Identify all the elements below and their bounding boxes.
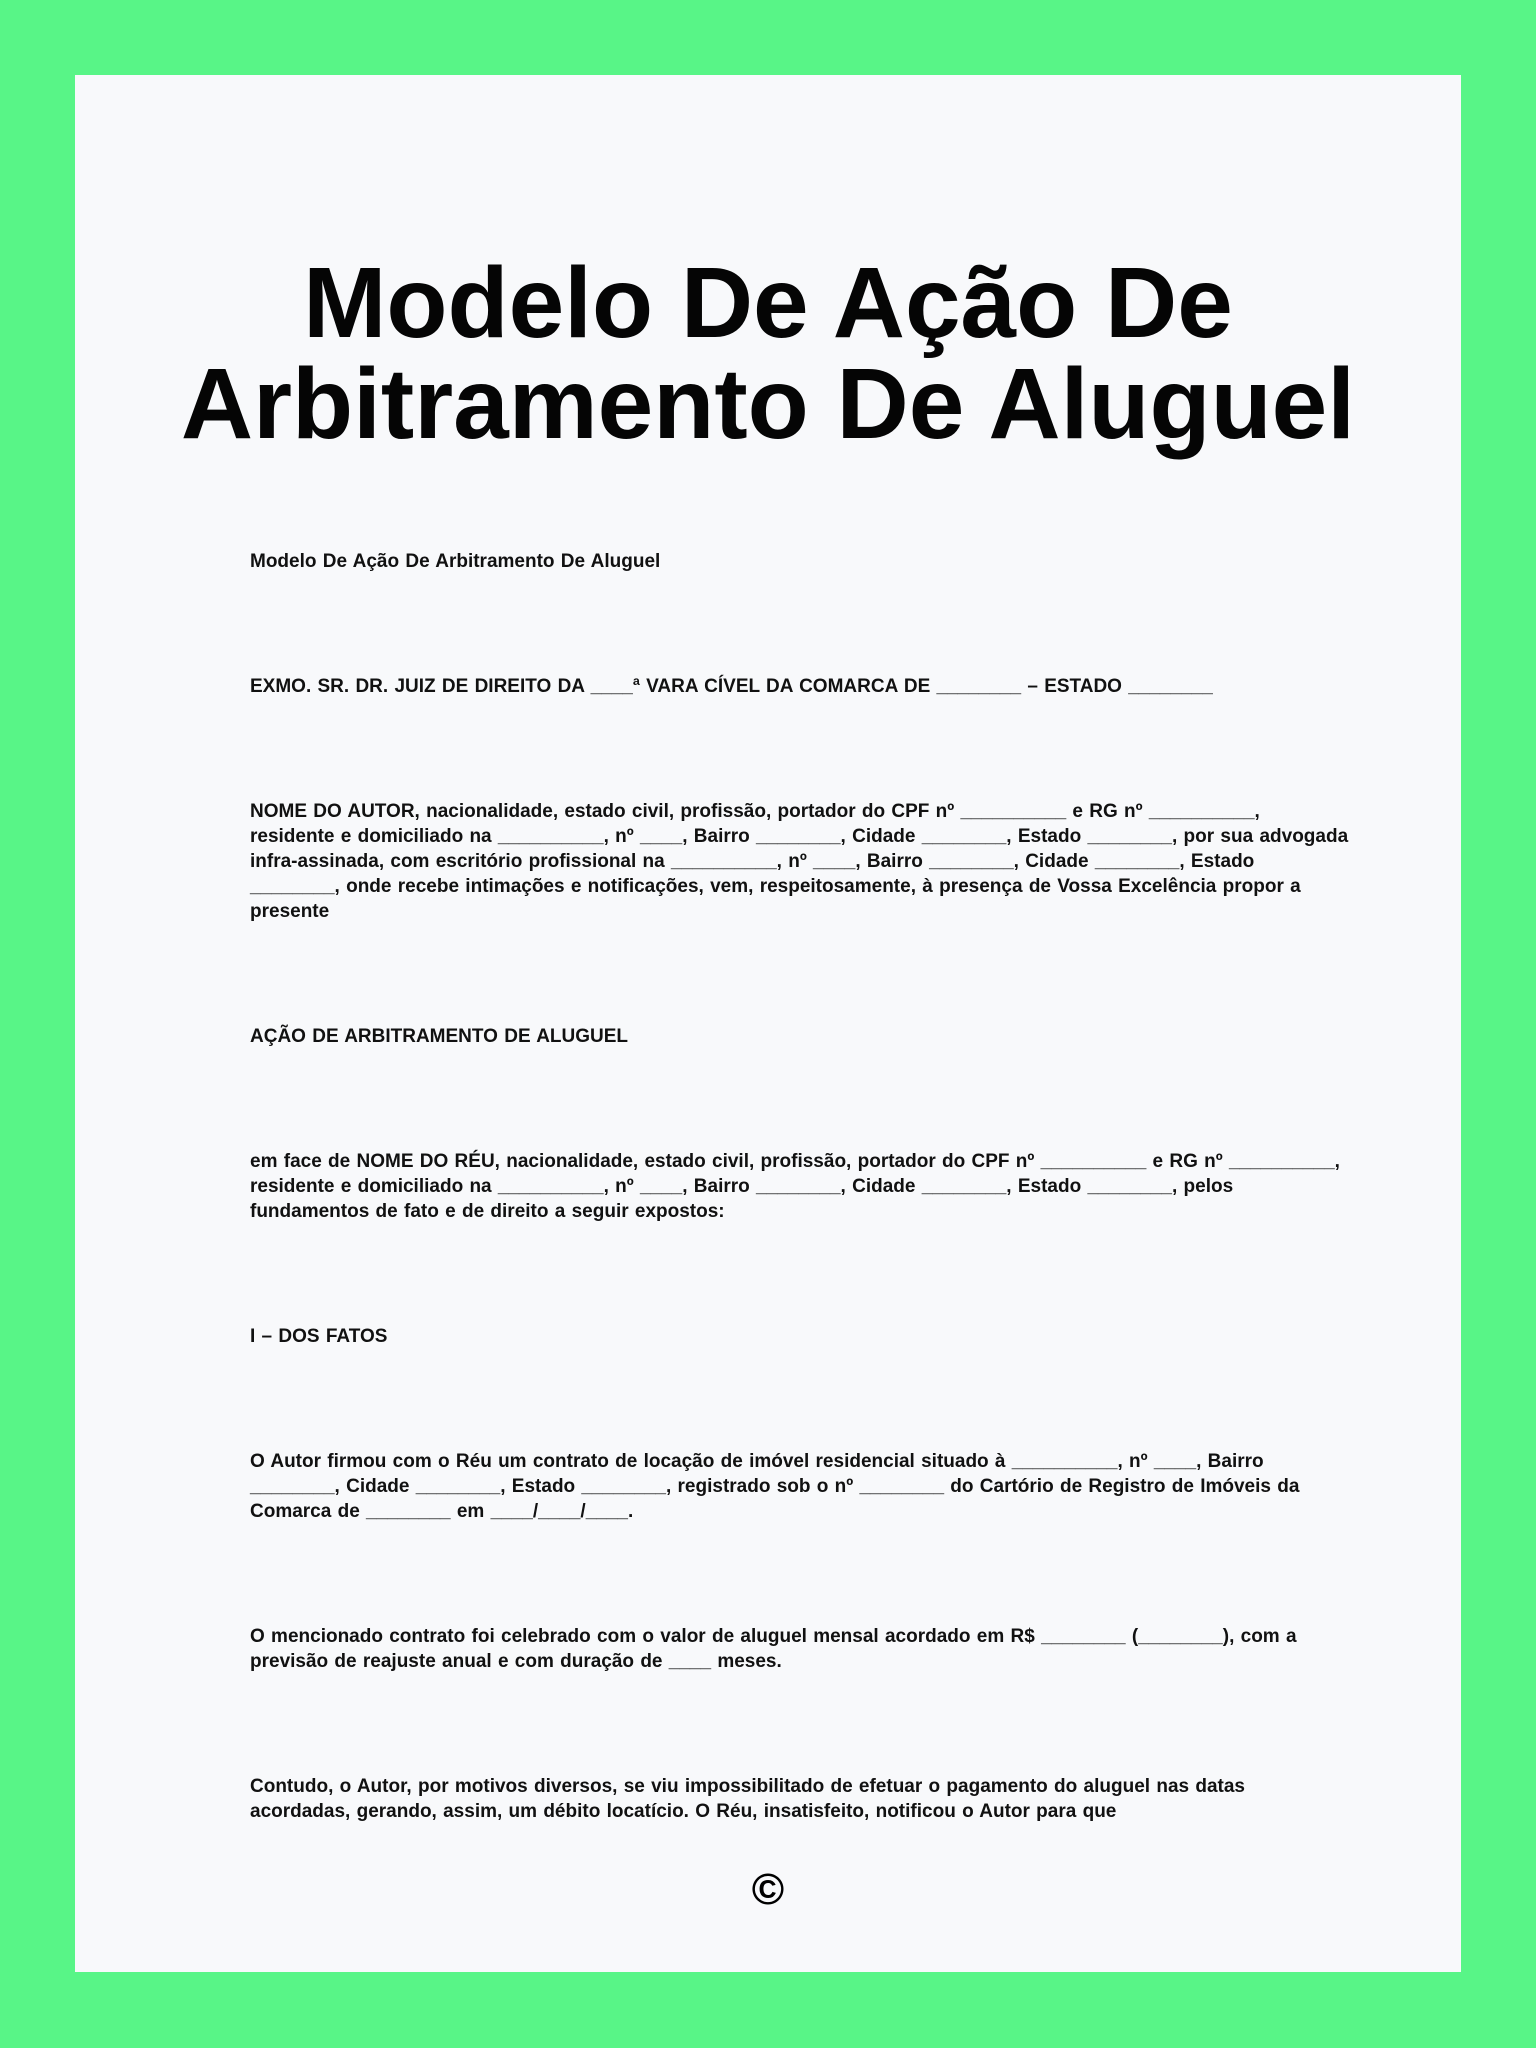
paragraph-defendant-qualification: em face de NOME DO RÉU, nacionalidade, estado civil, profissão, portador do CPF nº __________ e RG nº __________, residente e domiciliado na __________, nº ____, Bairro ________, Cidade ________, Estado ________, pelos fundamentos de fato e de direito a seguir expostos: <box>250 1151 1340 1222</box>
paragraph-action-title: AÇÃO DE ARBITRAMENTO DE ALUGUEL <box>250 1026 629 1047</box>
document-body <box>250 549 1350 1924</box>
document-title: Modelo De Ação De Arbitramento De Aluguel <box>180 247 1356 460</box>
copyright-icon: © <box>751 1865 785 1914</box>
paragraph-heading: Modelo De Ação De Arbitramento De Aluguel <box>250 551 661 572</box>
paragraph-facts-debt: Contudo, o Autor, por motivos diversos, se viu impossibilitado de efetuar o pagamento do aluguel nas datas acordadas, gerando, assim, um débito locatício. O Réu, insatisfeito, notificou o Autor para que <box>250 1776 1245 1822</box>
paragraph-addressee: EXMO. SR. DR. JUIZ DE DIREITO DA ____ª VARA CÍVEL DA COMARCA DE ________ – ESTADO ________ <box>250 676 1213 697</box>
paragraph-author-qualification: NOME DO AUTOR, nacionalidade, estado civil, profissão, portador do CPF nº __________ e RG nº __________, residente e domiciliado na __________, nº ____, Bairro ________, Cidade ________, Estado ________, por sua advogada infra-assinada, com escritório profissional na __________, nº ____, Bairro ________, Cidade ________, Estado ________, onde recebe intimações e notificações, vem, respeitosamente, à presença de Vossa Excelência propor a presente <box>250 801 1349 922</box>
paragraph-facts-rent-value: O mencionado contrato foi celebrado com o valor de aluguel mensal acordado em R$ ________ (________), com a previsão de reajuste anual e com duração de ____ meses. <box>250 1626 1297 1672</box>
paragraph-facts-contract: O Autor firmou com o Réu um contrato de locação de imóvel residencial situado à __________, nº ____, Bairro ________, Cidade ________, Estado ________, registrado sob o nº ________ do Cartório de Registro de Imóveis da Comarca de ________ em ____/____/____. <box>250 1451 1300 1522</box>
document-page <box>75 75 1461 1972</box>
section-heading-facts: I – DOS FATOS <box>250 1326 388 1347</box>
